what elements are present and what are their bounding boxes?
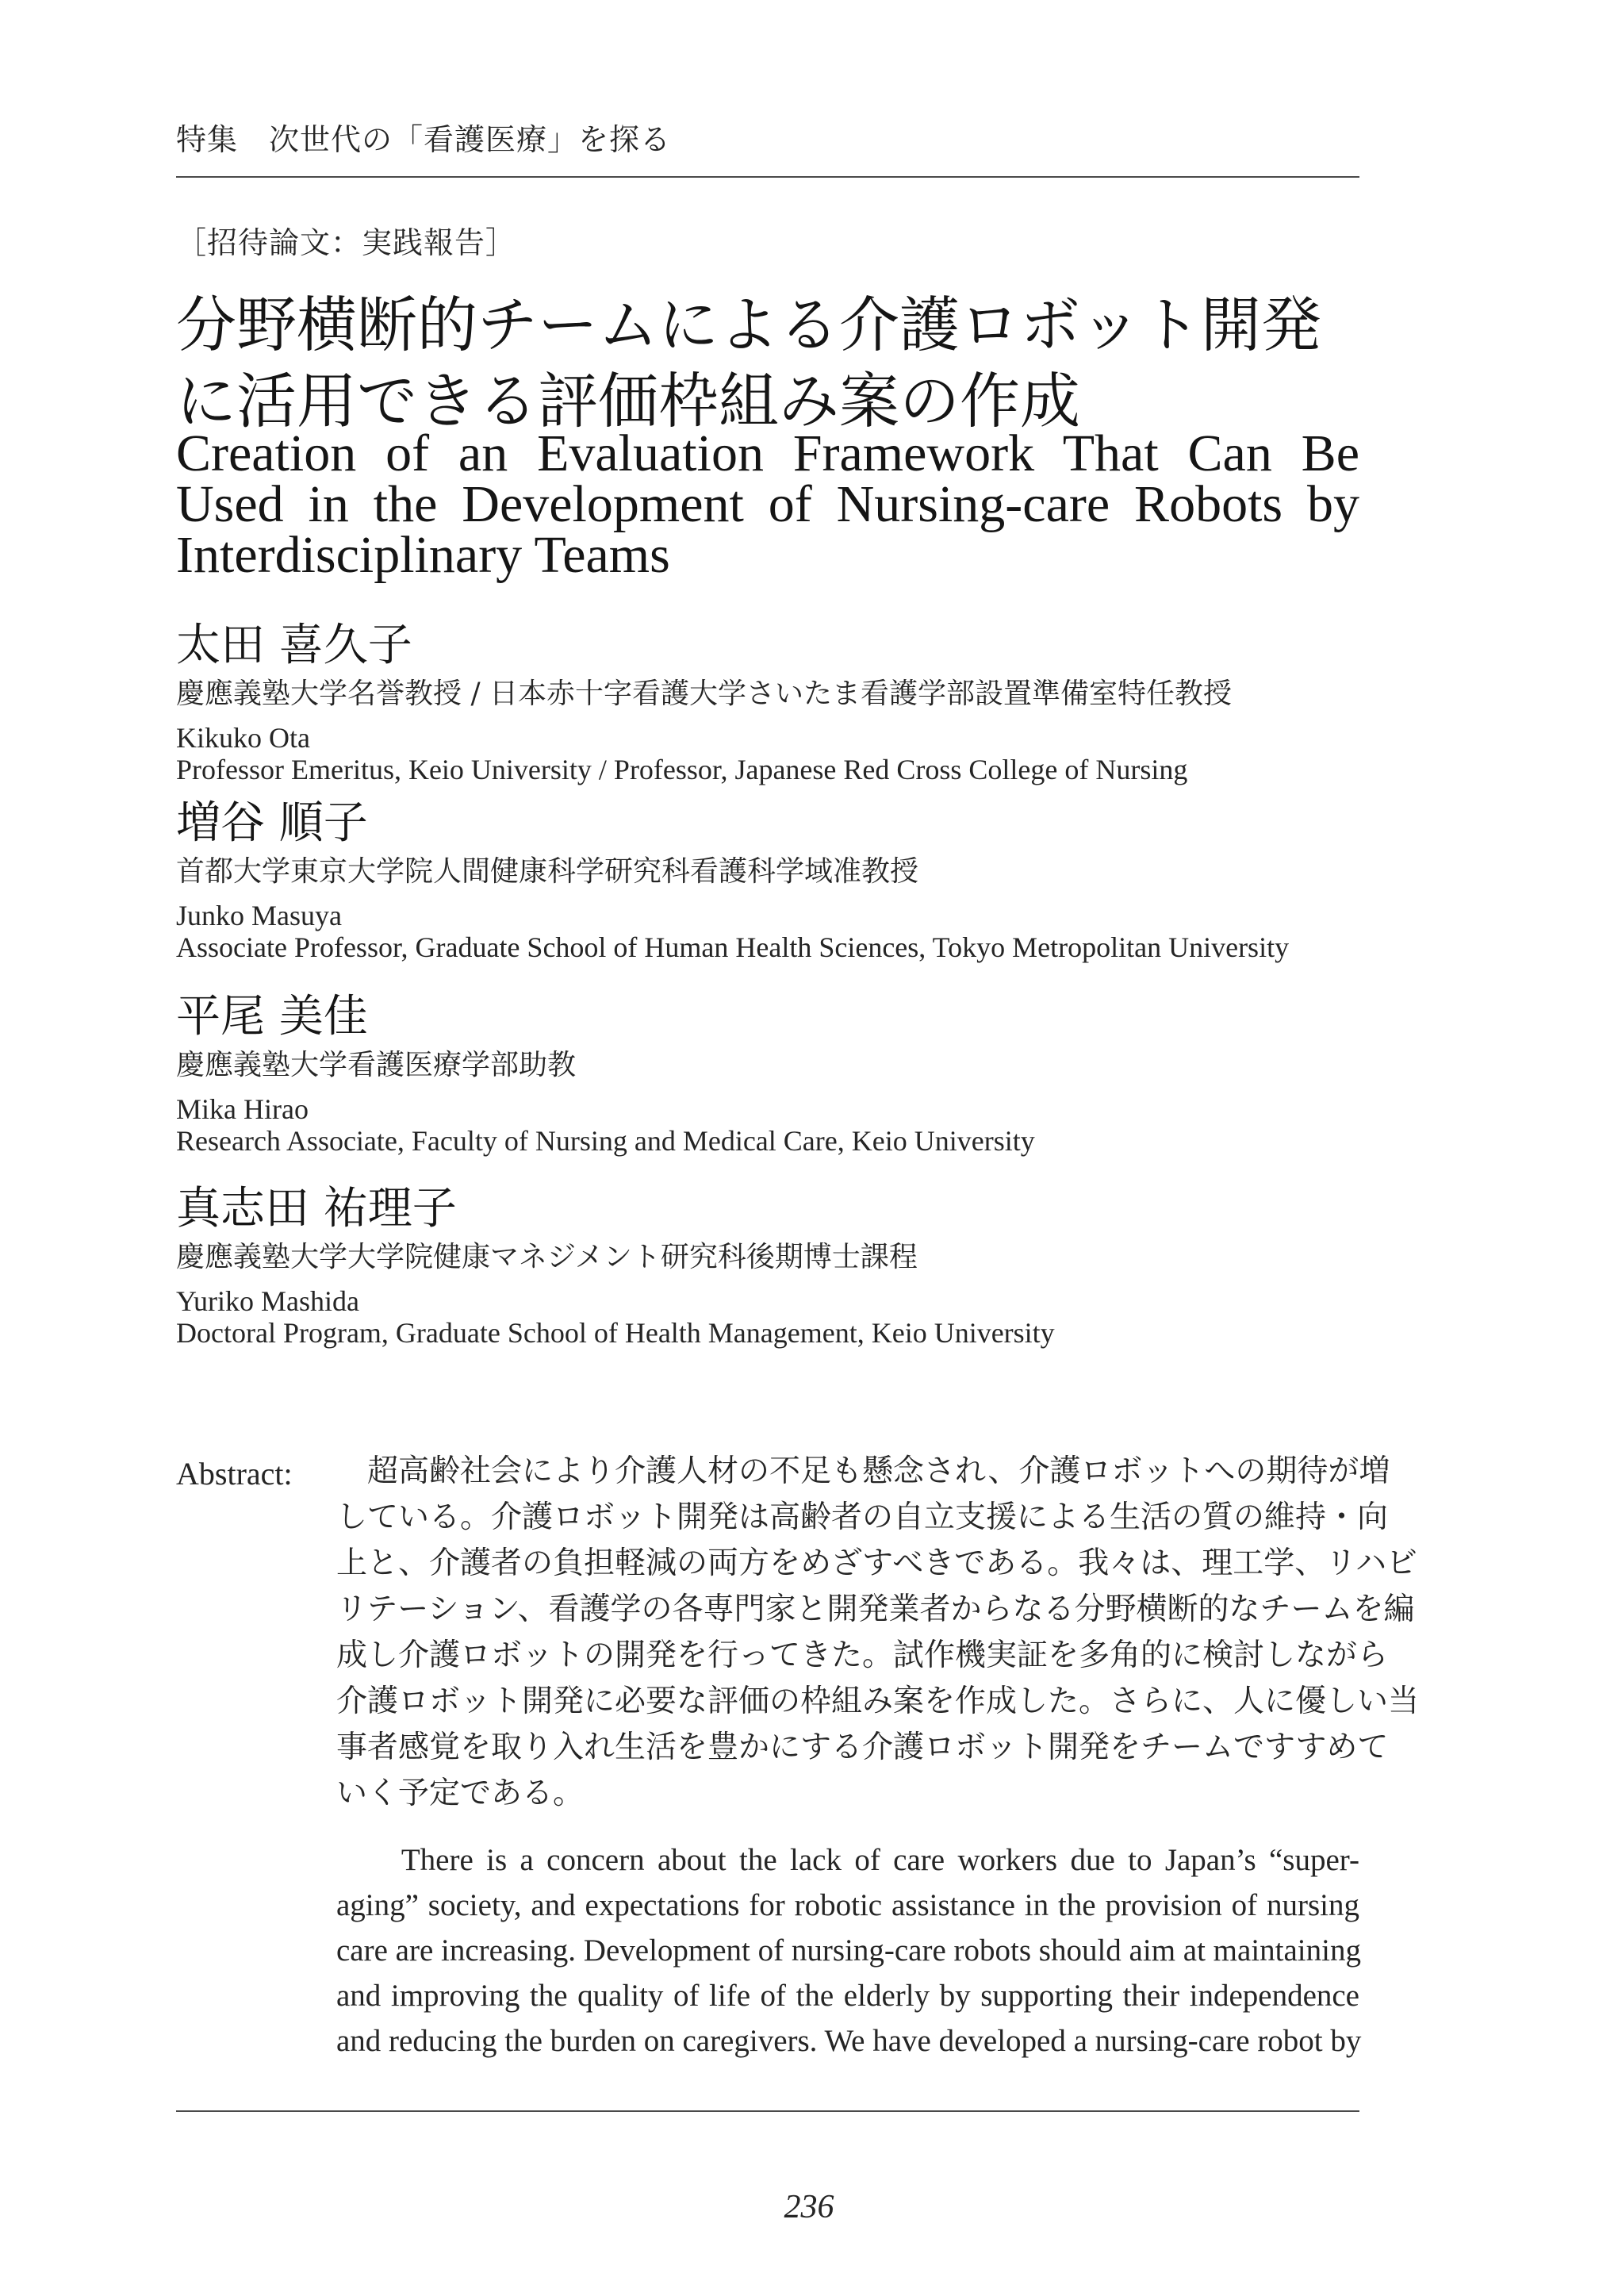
author-name-ja: 平尾 美佳 bbox=[176, 991, 368, 1042]
title-en-line: Interdisciplinary Teams bbox=[176, 526, 670, 584]
author-name-ja: 真志田 祐理子 bbox=[176, 1183, 457, 1234]
abstract-ja-line: いく予定である。 bbox=[336, 1776, 585, 1811]
abstract-en-line: aging” society, and expectations for robotic assistance in the provision of nursing bbox=[336, 1888, 1359, 1922]
abstract-ja-line: 介護ロボット開発に必要な評価の枠組み案を作成した。さらに、人に優しい当 bbox=[336, 1684, 1420, 1719]
running-header: 特集 次世代の「看護医療」を探る bbox=[176, 122, 672, 157]
header-rule bbox=[176, 176, 1359, 178]
abstract-ja-line: 成し介護ロボットの開発を行ってきた。試作機実証を多角的に検討しながら bbox=[336, 1638, 1389, 1673]
title-ja-line: に活用できる評価枠組み案の作成 bbox=[176, 366, 1080, 436]
abstract-ja-line: 超高齢社会により介護人材の不足も懸念され、介護ロボットへの期待が増 bbox=[336, 1453, 1390, 1489]
author-block bbox=[176, 1182, 1366, 1349]
author-block bbox=[176, 797, 1366, 963]
author-block bbox=[176, 990, 1366, 1157]
abstract-ja-line: している。介護ロボット開発は高齢者の自立支援による生活の質の維持・向 bbox=[336, 1499, 1389, 1535]
abstract-en-line: and reducing the burden on caregivers. We have developed a nursing-care robot by bbox=[336, 2024, 1362, 2058]
page-number: 236 bbox=[784, 2189, 834, 2225]
abstract-ja-line: リテーション、看護学の各専門家と開発業者からなる分野横断的なチームを編 bbox=[336, 1591, 1415, 1627]
title-en-line: Creation of an Evaluation Framework That Can Be bbox=[176, 424, 1359, 482]
abstract-en-line: and improving the quality of life of the elderly by supporting their independence bbox=[336, 1979, 1359, 2013]
author-name-en: Mika Hirao bbox=[176, 1093, 309, 1125]
author-name-ja: 太田 喜久子 bbox=[176, 620, 412, 671]
author-affiliation-en: Professor Emeritus, Keio University / Professor, Japanese Red Cross College of Nursing bbox=[176, 754, 1188, 785]
author-name-en: Kikuko Ota bbox=[176, 722, 310, 754]
title-japanese bbox=[176, 287, 1366, 440]
author-affiliation-ja: 慶應義塾大学大学院健康マネジメント研究科後期博士課程 bbox=[176, 1241, 918, 1273]
author-name-en: Junko Masuya bbox=[176, 900, 342, 931]
title-en-line: Used in the Development of Nursing-care Robots by bbox=[176, 475, 1359, 533]
abstract-english bbox=[336, 1837, 1362, 2064]
author-affiliation-ja: 慶應義塾大学看護医療学部助教 bbox=[176, 1049, 577, 1081]
author-affiliation-ja: 首都大学東京大学院人間健康科学研究科看護科学域准教授 bbox=[176, 855, 919, 888]
abstract-ja-line: 上と、介護者の負担軽減の両方をめざすべきである。我々は、理工学、リハビ bbox=[336, 1545, 1418, 1581]
abstract-ja-line: 事者感覚を取り入れ生活を豊かにする介護ロボット開発をチームですすめて bbox=[336, 1730, 1389, 1765]
abstract-en-line: There is a concern about the lack of care workers due to Japan’s “super- bbox=[336, 1843, 1359, 1877]
author-block bbox=[176, 619, 1366, 785]
article-category: ［招待論文：実践報告］ bbox=[176, 225, 517, 260]
author-affiliation-ja: 慶應義塾大学名誉教授 / 日本赤十字看護大学さいたま看護学部設置準備室特任教授 bbox=[176, 678, 1233, 710]
title-ja-line: 分野横断的チームによる介護ロボット開発 bbox=[176, 290, 1321, 360]
abstract-label: Abstract: bbox=[176, 1456, 293, 1492]
author-affiliation-en: Associate Professor, Graduate School of Human Health Sciences, Tokyo Metropolitan University bbox=[176, 931, 1290, 963]
abstract-en-line: care are increasing. Development of nursing-care robots should aim at maintaining bbox=[336, 1933, 1361, 1968]
title-english bbox=[176, 424, 1359, 584]
author-affiliation-en: Research Associate, Faculty of Nursing and Medical Care, Keio University bbox=[176, 1125, 1035, 1157]
author-name-en: Yuriko Mashida bbox=[176, 1285, 359, 1317]
author-affiliation-en: Doctoral Program, Graduate School of Health Management, Keio University bbox=[176, 1317, 1055, 1349]
abstract-japanese bbox=[336, 1449, 1420, 1817]
author-name-ja: 増谷 順子 bbox=[176, 797, 368, 849]
footer-rule bbox=[176, 2110, 1359, 2112]
